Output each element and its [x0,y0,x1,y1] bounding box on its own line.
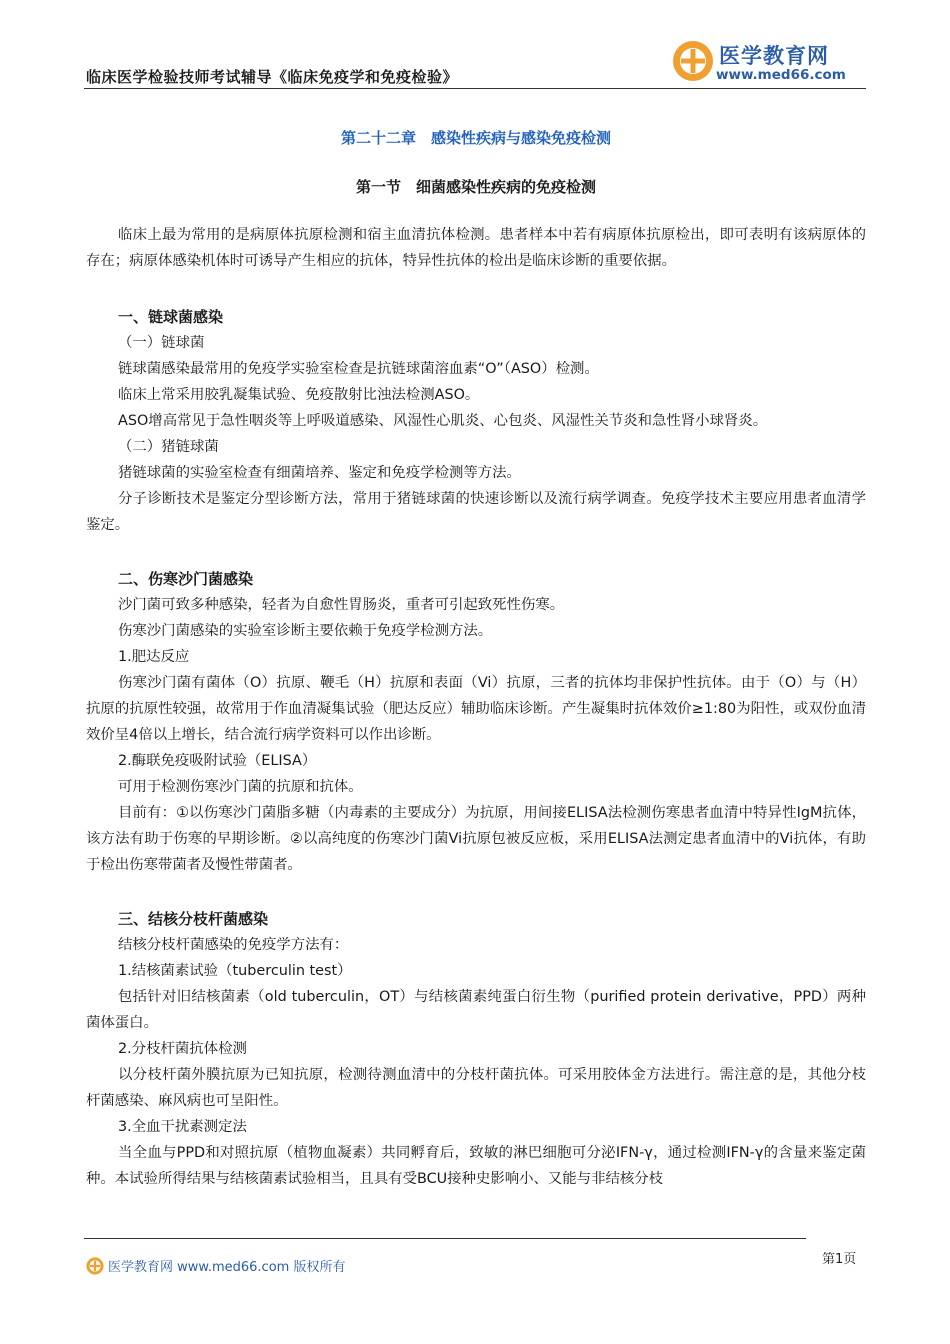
subheading-suis: （二）猪链球菌 [118,439,219,455]
heading-salmonella: 二、伤寒沙门菌感染 [118,570,254,588]
paragraph: 可用于检测伤寒沙门菌的抗原和抗体。 [118,779,363,795]
chapter-title: 第二十二章 感染性疾病与感染免疫检测 [340,129,611,147]
document-body [86,124,866,1192]
section-title: 第一节 细菌感染性疾病的免疫检测 [355,178,596,196]
paragraph: 目前有：①以伤寒沙门菌脂多糖（内毒素的主要成分）为抗原，用间接ELISA法检测伤寒患者血清中特异性IgM抗体，该方法有助于伤寒的早期诊断。②以高纯度的伤寒沙门菌Vi抗原包被反应板，采用ELISA法测定患者血清中的Vi抗体，有助于检出伤寒带菌者及慢性带菌者。 [86,805,866,873]
paragraph: 猪链球菌的实验室检查有细菌培养、鉴定和免疫学检测等方法。 [118,465,521,481]
paragraph: 当全血与PPD和对照抗原（植物血凝素）共同孵育后，致敏的淋巴细胞可分泌IFN-γ，通过检测IFN-γ的含量来鉴定菌种。本试验所得结果与结核菌素试验相当，且具有受BCU接种史影响小、又能与非结核分枝 [86,1145,866,1187]
heading-tuberculosis: 三、结核分枝杆菌感染 [118,910,269,928]
paragraph: 分子诊断技术是鉴定分型诊断方法，常用于猪链球菌的快速诊断以及流行病学调查。免疫学技术主要应用患者血清学鉴定。 [86,491,866,533]
paragraph: 链球菌感染最常用的免疫学实验室检查是抗链球菌溶血素“O”（ASO）检测。 [118,361,599,377]
footer-brand-text: 医学教育网 www.med66.com 版权所有 [108,1260,346,1275]
med66-logo-icon [672,40,714,82]
subheading-elisa: 2.酶联免疫吸附试验（ELISA） [118,753,317,769]
footer-brand[interactable] [86,1256,345,1275]
paragraph: 伤寒沙门菌有菌体（O）抗原、鞭毛（H）抗原和表面（Vi）抗原，三者的抗体均非保护性抗体。由于（O）与（H）抗原的抗原性较强，故常用于作血清凝集试验（肥达反应）辅助临床诊断。产生凝集时抗体效价≥1:80为阳性，或双份血清效价呈4倍以上增长，结合流行病学资料可以作出诊断。 [86,675,866,743]
paragraph: 以分枝杆菌外膜抗原为已知抗原，检测待测血清中的分枝杆菌抗体。可采用胶体金方法进行。需注意的是，其他分枝杆菌感染、麻风病也可呈阳性。 [86,1067,866,1109]
subheading-streptococcus: （一）链球菌 [118,335,205,351]
paragraph: 伤寒沙门菌感染的实验室诊断主要依赖于免疫学检测方法。 [118,623,493,639]
subheading-ifn: 3.全血干扰素测定法 [118,1119,247,1135]
heading-streptococcus: 一、链球菌感染 [118,308,224,326]
paragraph: 沙门菌可致多种感染，轻者为自愈性胃肠炎，重者可引起致死性伤寒。 [118,597,565,613]
paragraph: 临床上常采用胶乳凝集试验、免疫散射比浊法检测ASO。 [118,387,480,403]
subheading-tuberculin: 1.结核菌素试验（tuberculin test） [118,963,352,979]
intro-paragraph: 临床上最为常用的是病原体抗原检测和宿主血清抗体检测。患者样本中若有病原体抗原检出，即可表明有该病原体的存在；病原体感染机体时可诱导产生相应的抗体，特异性抗体的检出是临床诊断的重要依据。 [86,227,866,269]
logo-site-url[interactable]: www.med66.com [716,67,846,83]
page-number: 第1页 [822,1252,857,1267]
subheading-widal: 1.肥达反应 [118,649,190,665]
med66-footer-logo-icon [86,1257,104,1275]
header-divider [84,88,866,89]
footer-divider [84,1238,806,1239]
logo-site-name: 医学教育网 [719,44,829,68]
paragraph: 包括针对旧结核菌素（old tuberculin，OT）与结核菌素纯蛋白衍生物（purified protein derivative，PPD）两种菌体蛋白。 [86,989,866,1031]
document-header-title: 临床医学检验技师考试辅导《临床免疫学和免疫检验》 [86,68,459,86]
subheading-antibody: 2.分枝杆菌抗体检测 [118,1041,247,1057]
paragraph: ASO增高常见于急性咽炎等上呼吸道感染、风湿性心肌炎、心包炎、风湿性关节炎和急性肾小球肾炎。 [118,413,768,429]
site-logo[interactable] [672,40,852,86]
paragraph: 结核分枝杆菌感染的免疫学方法有： [118,937,349,953]
